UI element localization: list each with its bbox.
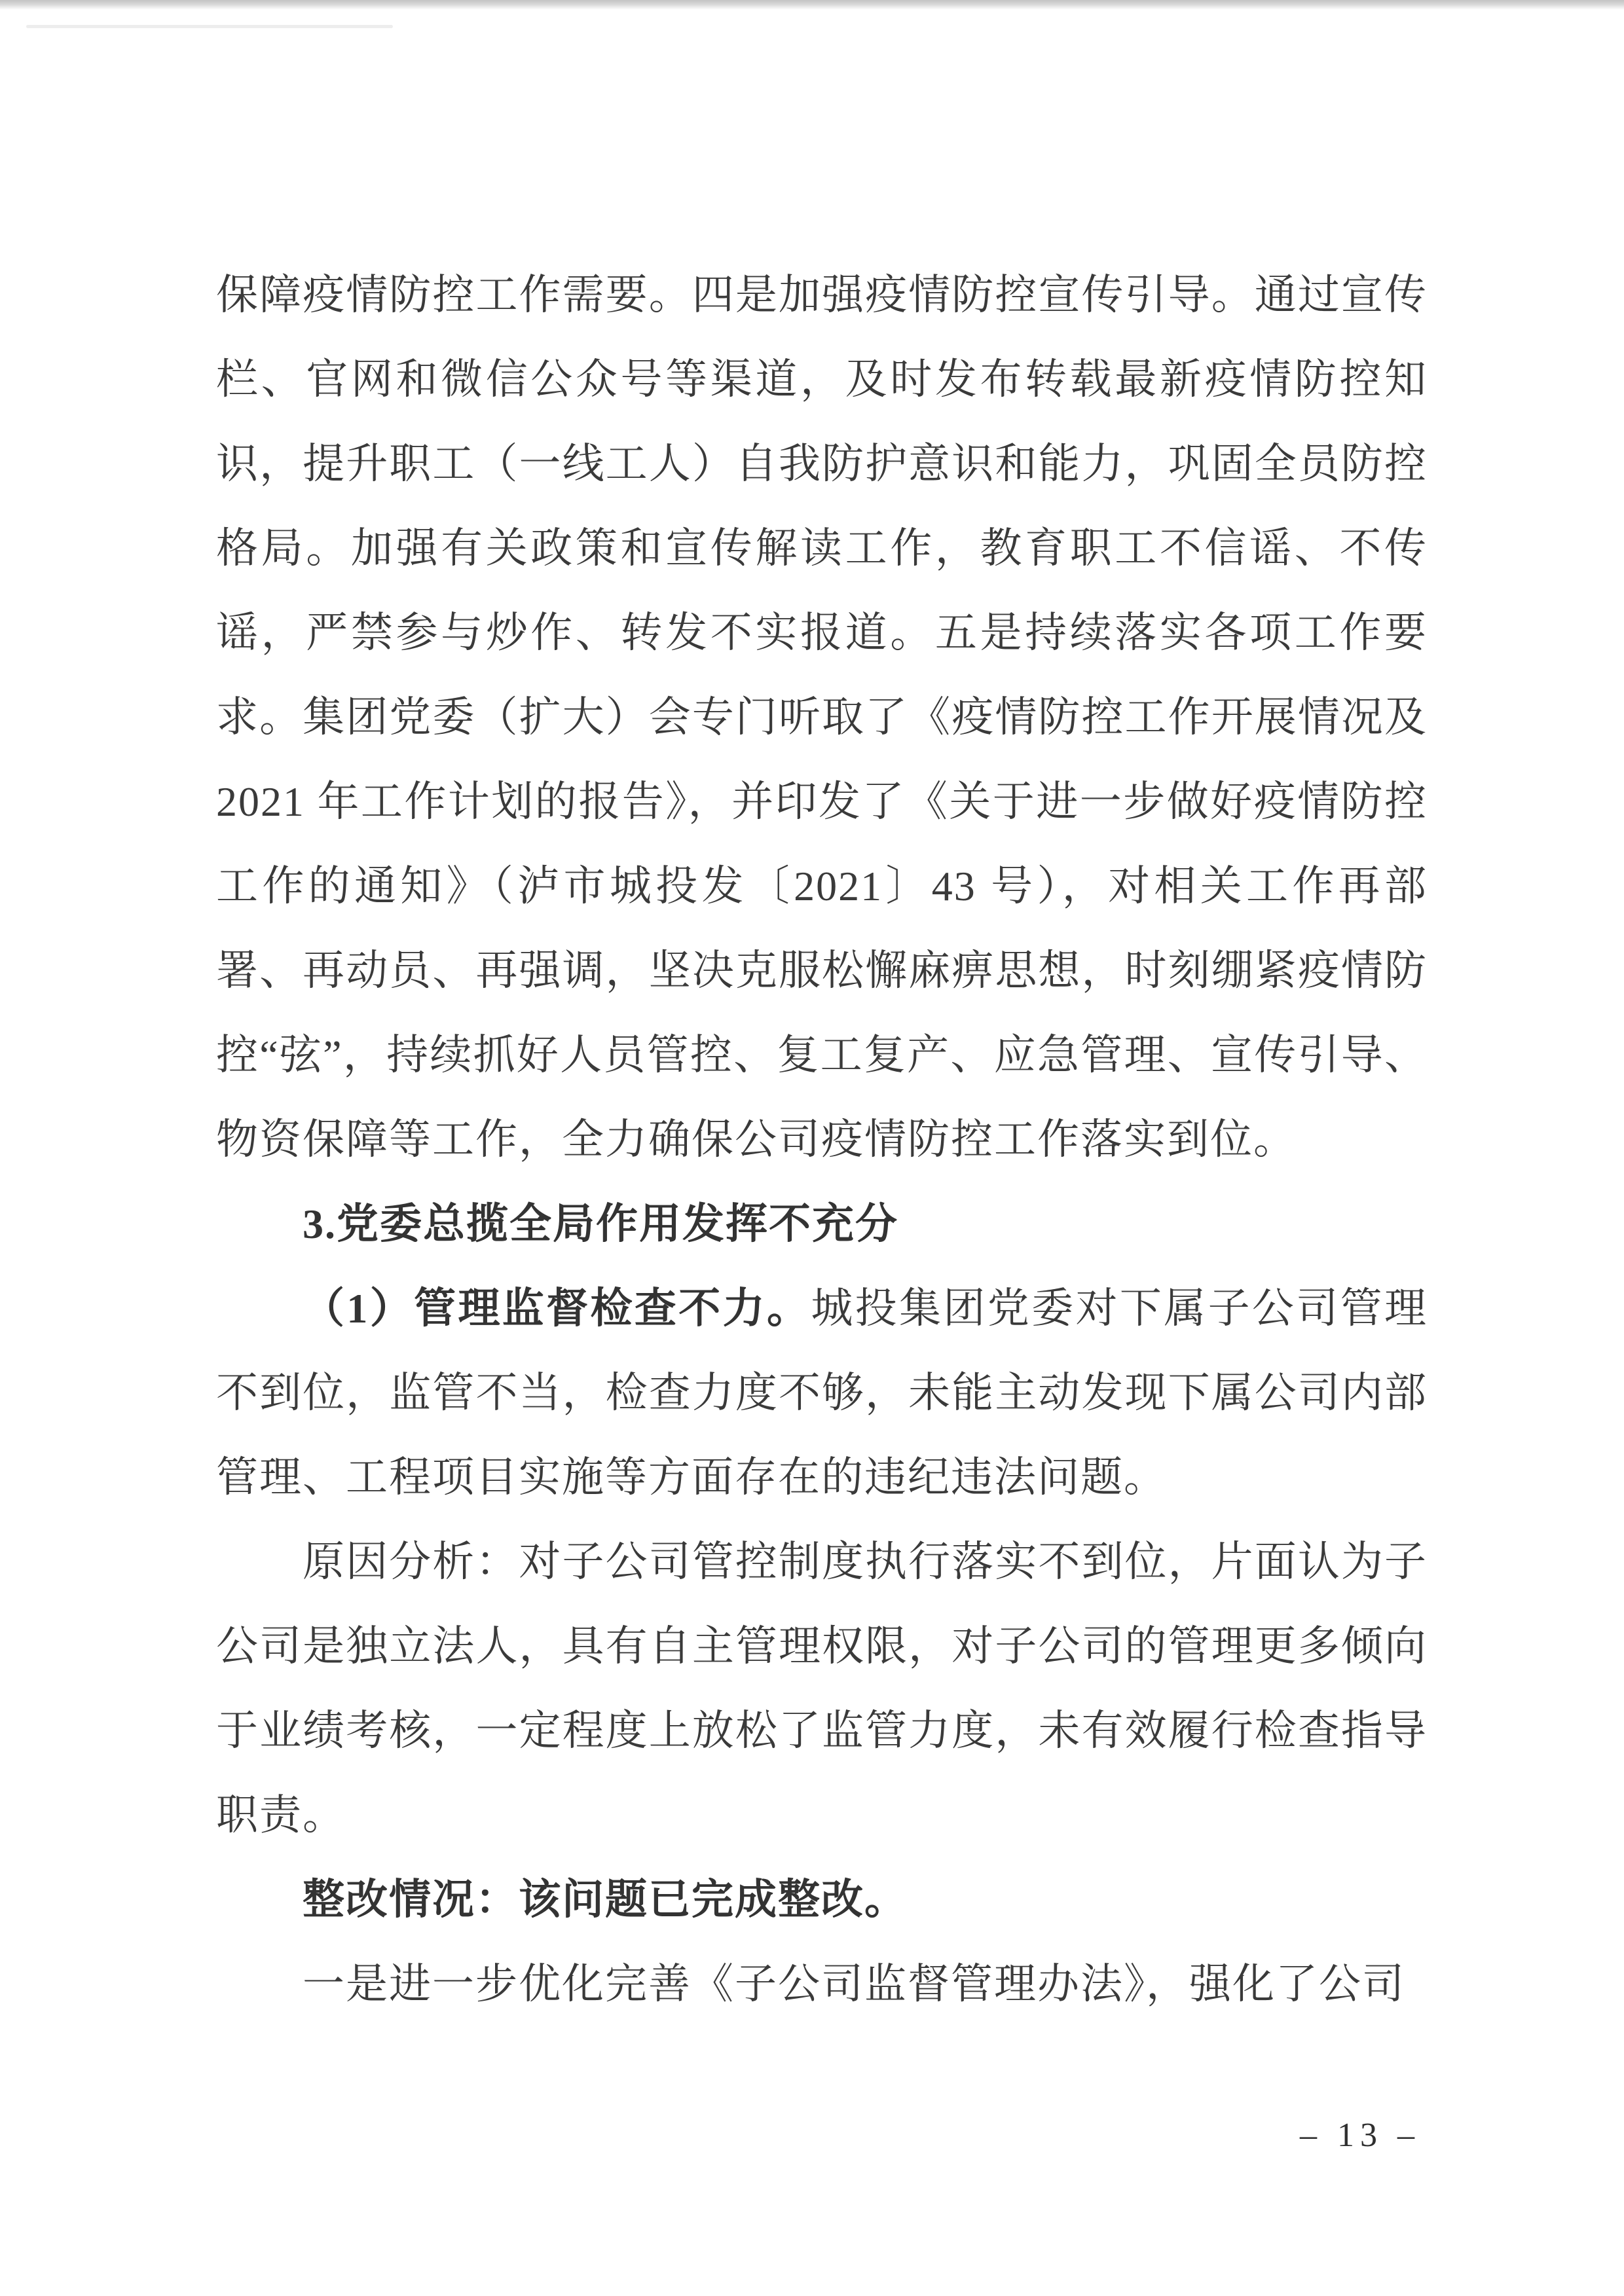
- paragraph: [216, 1520, 1428, 1857]
- paragraph: [216, 1266, 1428, 1520]
- text-run: 一是进一步优化完善《子公司监督管理办法》，强化了公司: [303, 1961, 1405, 2007]
- text-run-bold: 整改情况：该问题已完成整改。: [303, 1876, 908, 1923]
- text-run: 城投集团党委对下属子公司管理不到位，监管不当，检查力度不够，未能主动发现下属公司内部管理、工程项目实施等方面存在的违纪违法问题。: [216, 1285, 1428, 1501]
- text-run: 原因分析：对子公司管控制度执行落实不到位，片面认为子公司是独立法人，具有自主管理权限，对子公司的管理更多倾向于业绩考核，一定程度上放松了监管力度，未有效履行检查指导职责。: [216, 1539, 1428, 1838]
- paragraph: [216, 1857, 1428, 1942]
- text-run: 保障疫情防控工作需要。四是加强疫情防控宣传引导。通过宣传栏、官网和微信公众号等渠道，及时发布转载最新疫情防控知识，提升职工（一线工人）自我防护意识和能力，巩固全员防控格局。加强有关政策和宣传解读工作，教育职工不信谣、不传谣，严禁参与炒作、转发不实报道。五是持续落实各项工作要求。集团党委（扩大）会专门听取了《疫情防控工作开展情况及 2021 年工作计划的报告》，并印发了《关于进一步做好疫情防控工作的通知》（泸市城投发〔2021〕43 号），对相关工作再部署、再动员、再强调，坚决克服松懈麻痹思想，时刻绷紧疫情防控“弦”，持续抓好人员管控、复工复产、应急管理、宣传引导、物资保障等工作，全力确保公司疫情防控工作落实到位。: [216, 272, 1428, 1163]
- paragraph: [216, 1182, 1428, 1266]
- scan-edge-artifact: [0, 0, 1624, 10]
- text-run-bold: 3.党委总揽全局作用发挥不充分: [303, 1201, 898, 1247]
- page-text: [216, 253, 1428, 2026]
- text-run-bold: （1）管理监督检查不力。: [303, 1285, 811, 1332]
- paragraph: [216, 1942, 1428, 2026]
- scan-edge-artifact-secondary: [26, 25, 393, 28]
- page-number: – 13 –: [1300, 2117, 1420, 2154]
- paragraph: [216, 253, 1428, 1182]
